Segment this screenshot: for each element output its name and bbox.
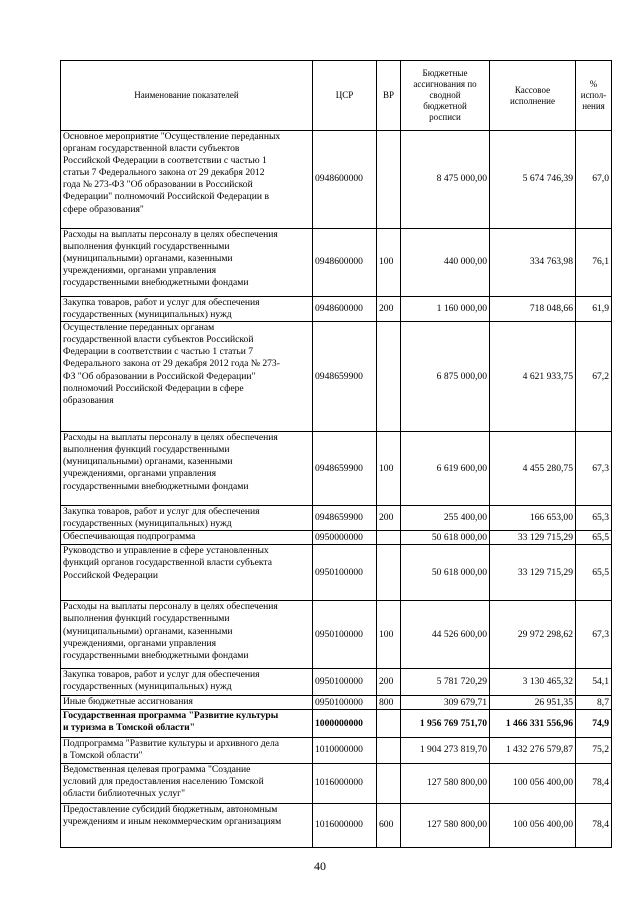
- row-csr-cell: 1016000000: [313, 763, 377, 803]
- row-name-cell: Подпрограмма "Развитие культуры и архивного дела в Томской области": [61, 738, 313, 763]
- row-assignments-cell: 6 619 600,00: [401, 432, 490, 506]
- header-vr: ВР: [377, 61, 401, 131]
- row-name-cell: Иные бюджетные ассигнования: [61, 696, 313, 710]
- row-cash-execution-cell: 33 129 715,29: [490, 545, 576, 601]
- row-assignments-cell: 50 618 000,00: [401, 545, 490, 601]
- table-header-row: [61, 61, 612, 131]
- row-name-cell: Ведомственная целевая программа "Создание условий для предоставления населению Томской области библиотечных услуг": [61, 763, 313, 803]
- row-percent-cell: 65,5: [576, 531, 612, 545]
- row-vr-cell: [377, 131, 401, 229]
- row-name-cell: Руководство и управление в сфере установленных функций органов государственной власти субъекта Российской Федерации: [61, 545, 313, 601]
- row-name-cell: Государственная программа "Развитие культуры и туризма в Томской области": [61, 710, 313, 738]
- table-row: [61, 738, 612, 763]
- row-vr-cell: [377, 710, 401, 738]
- row-vr-cell: 200: [377, 669, 401, 696]
- row-assignments-cell: 1 160 000,00: [401, 297, 490, 322]
- row-cash-execution-cell: 3 130 465,32: [490, 669, 576, 696]
- row-csr-cell: 0948659900: [313, 432, 377, 506]
- row-percent-cell: 76,1: [576, 229, 612, 297]
- row-assignments-cell: 8 475 000,00: [401, 131, 490, 229]
- header-cash-execution: Кассовое исполнение: [490, 61, 576, 131]
- row-cash-execution-cell: 33 129 715,29: [490, 531, 576, 545]
- row-csr-cell: 0950100000: [313, 545, 377, 601]
- row-percent-cell: 61,9: [576, 297, 612, 322]
- table-row: [61, 131, 612, 229]
- row-csr-cell: 0950100000: [313, 601, 377, 669]
- row-cash-execution-cell: 334 763,98: [490, 229, 576, 297]
- row-cash-execution-cell: 26 951,35: [490, 696, 576, 710]
- row-assignments-cell: 50 618 000,00: [401, 531, 490, 545]
- row-name-cell: Основное мероприятие "Осуществление переданных органам государственной власти субъектов Российской Федерации в соответствии с частью 1 статьи 7 Федерального закона от 29 декабря 2012 года № 273-ФЗ "Об образовании в Российской Федерации" полномочий Российской Федерации в сфере образования": [61, 131, 313, 229]
- row-csr-cell: 0950100000: [313, 696, 377, 710]
- row-assignments-cell: 440 000,00: [401, 229, 490, 297]
- row-csr-cell: 0948659900: [313, 322, 377, 432]
- row-vr-cell: 200: [377, 506, 401, 531]
- table-row: [61, 763, 612, 803]
- row-assignments-cell: 1 956 769 751,70: [401, 710, 490, 738]
- row-percent-cell: 8,7: [576, 696, 612, 710]
- row-percent-cell: 67,3: [576, 432, 612, 506]
- row-cash-execution-cell: 29 972 298,62: [490, 601, 576, 669]
- row-percent-cell: 65,3: [576, 506, 612, 531]
- table-row: [61, 696, 612, 710]
- table-row: [61, 669, 612, 696]
- row-csr-cell: 1000000000: [313, 710, 377, 738]
- row-name-cell: Закупка товаров, работ и услуг для обеспечения государственных (муниципальных) нужд: [61, 669, 313, 696]
- row-percent-cell: 67,3: [576, 601, 612, 669]
- row-assignments-cell: 5 781 720,29: [401, 669, 490, 696]
- row-assignments-cell: 6 875 000,00: [401, 322, 490, 432]
- row-vr-cell: 800: [377, 696, 401, 710]
- row-vr-cell: [377, 531, 401, 545]
- row-assignments-cell: 44 526 600,00: [401, 601, 490, 669]
- row-vr-cell: 100: [377, 432, 401, 506]
- row-assignments-cell: 1 904 273 819,70: [401, 738, 490, 763]
- row-cash-execution-cell: 100 056 400,00: [490, 763, 576, 803]
- row-percent-cell: 78,4: [576, 803, 612, 847]
- row-assignments-cell: 127 580 800,00: [401, 803, 490, 847]
- row-csr-cell: 1010000000: [313, 738, 377, 763]
- row-cash-execution-cell: 718 048,66: [490, 297, 576, 322]
- row-cash-execution-cell: 100 056 400,00: [490, 803, 576, 847]
- table-row: [61, 601, 612, 669]
- page-number: 40: [314, 859, 326, 873]
- row-percent-cell: 54,1: [576, 669, 612, 696]
- row-name-cell: Осуществление переданных органам государственной власти субъектов Российской Федерации в соответствии с частью 1 статьи 7 Федерального закона от 29 декабря 2012 года № 273- ФЗ "Об образовании в Российской Федерации" полномочий Российской Федерации в сфере образования: [61, 322, 313, 432]
- row-vr-cell: [377, 545, 401, 601]
- row-cash-execution-cell: 1 466 331 556,96: [490, 710, 576, 738]
- table-row: [61, 297, 612, 322]
- row-percent-cell: 74,9: [576, 710, 612, 738]
- row-assignments-cell: 255 400,00: [401, 506, 490, 531]
- table-row: [61, 545, 612, 601]
- row-csr-cell: 0950100000: [313, 669, 377, 696]
- row-csr-cell: 0948659900: [313, 506, 377, 531]
- row-cash-execution-cell: 5 674 746,39: [490, 131, 576, 229]
- row-assignments-cell: 309 679,71: [401, 696, 490, 710]
- row-name-cell: Расходы на выплаты персоналу в целях обеспечения выполнения функций государственными (муниципальными) органами, казенными учреждениями, органами управления государственными внебюджетными фондами: [61, 432, 313, 506]
- row-name-cell: Обеспечивающая подпрограмма: [61, 531, 313, 545]
- row-cash-execution-cell: 4 621 933,75: [490, 322, 576, 432]
- row-vr-cell: 100: [377, 229, 401, 297]
- row-vr-cell: [377, 322, 401, 432]
- row-name-cell: Предоставление субсидий бюджетным, автономным учреждениям и иным некоммерческим организациям: [61, 803, 313, 847]
- table-row: [61, 531, 612, 545]
- row-cash-execution-cell: 1 432 276 579,87: [490, 738, 576, 763]
- header-percent: % испол- нения: [576, 61, 612, 131]
- row-cash-execution-cell: 166 653,00: [490, 506, 576, 531]
- row-csr-cell: 0948600000: [313, 131, 377, 229]
- table-row: [61, 803, 612, 847]
- row-percent-cell: 65,5: [576, 545, 612, 601]
- row-cash-execution-cell: 4 455 280,75: [490, 432, 576, 506]
- header-name: Наименование показателей: [61, 61, 313, 131]
- row-csr-cell: 1016000000: [313, 803, 377, 847]
- table-row: [61, 322, 612, 432]
- header-assignments: Бюджетные ассигнования по сводной бюджетной росписи: [401, 61, 490, 131]
- row-vr-cell: [377, 738, 401, 763]
- row-name-cell: Закупка товаров, работ и услуг для обеспечения государственных (муниципальных) нужд: [61, 506, 313, 531]
- table-row: [61, 229, 612, 297]
- row-percent-cell: 67,2: [576, 322, 612, 432]
- table-row: [61, 432, 612, 506]
- row-vr-cell: [377, 763, 401, 803]
- row-name-cell: Расходы на выплаты персоналу в целях обеспечения выполнения функций государственными (муниципальными) органами, казенными учреждениями, органами управления государственными внебюджетными фондами: [61, 229, 313, 297]
- table-row: [61, 506, 612, 531]
- row-percent-cell: 78,4: [576, 763, 612, 803]
- row-assignments-cell: 127 580 800,00: [401, 763, 490, 803]
- budget-execution-table: [60, 60, 612, 848]
- table-row: [61, 710, 612, 738]
- row-vr-cell: 600: [377, 803, 401, 847]
- row-csr-cell: 0950000000: [313, 531, 377, 545]
- row-csr-cell: 0948600000: [313, 229, 377, 297]
- row-vr-cell: 100: [377, 601, 401, 669]
- row-name-cell: Закупка товаров, работ и услуг для обеспечения государственных (муниципальных) нужд: [61, 297, 313, 322]
- row-percent-cell: 75,2: [576, 738, 612, 763]
- row-name-cell: Расходы на выплаты персоналу в целях обеспечения выполнения функций государственными (муниципальными) органами, казенными учреждениями, органами управления государственными внебюджетными фондами: [61, 601, 313, 669]
- row-percent-cell: 67,0: [576, 131, 612, 229]
- row-vr-cell: 200: [377, 297, 401, 322]
- header-csr: ЦСР: [313, 61, 377, 131]
- row-csr-cell: 0948600000: [313, 297, 377, 322]
